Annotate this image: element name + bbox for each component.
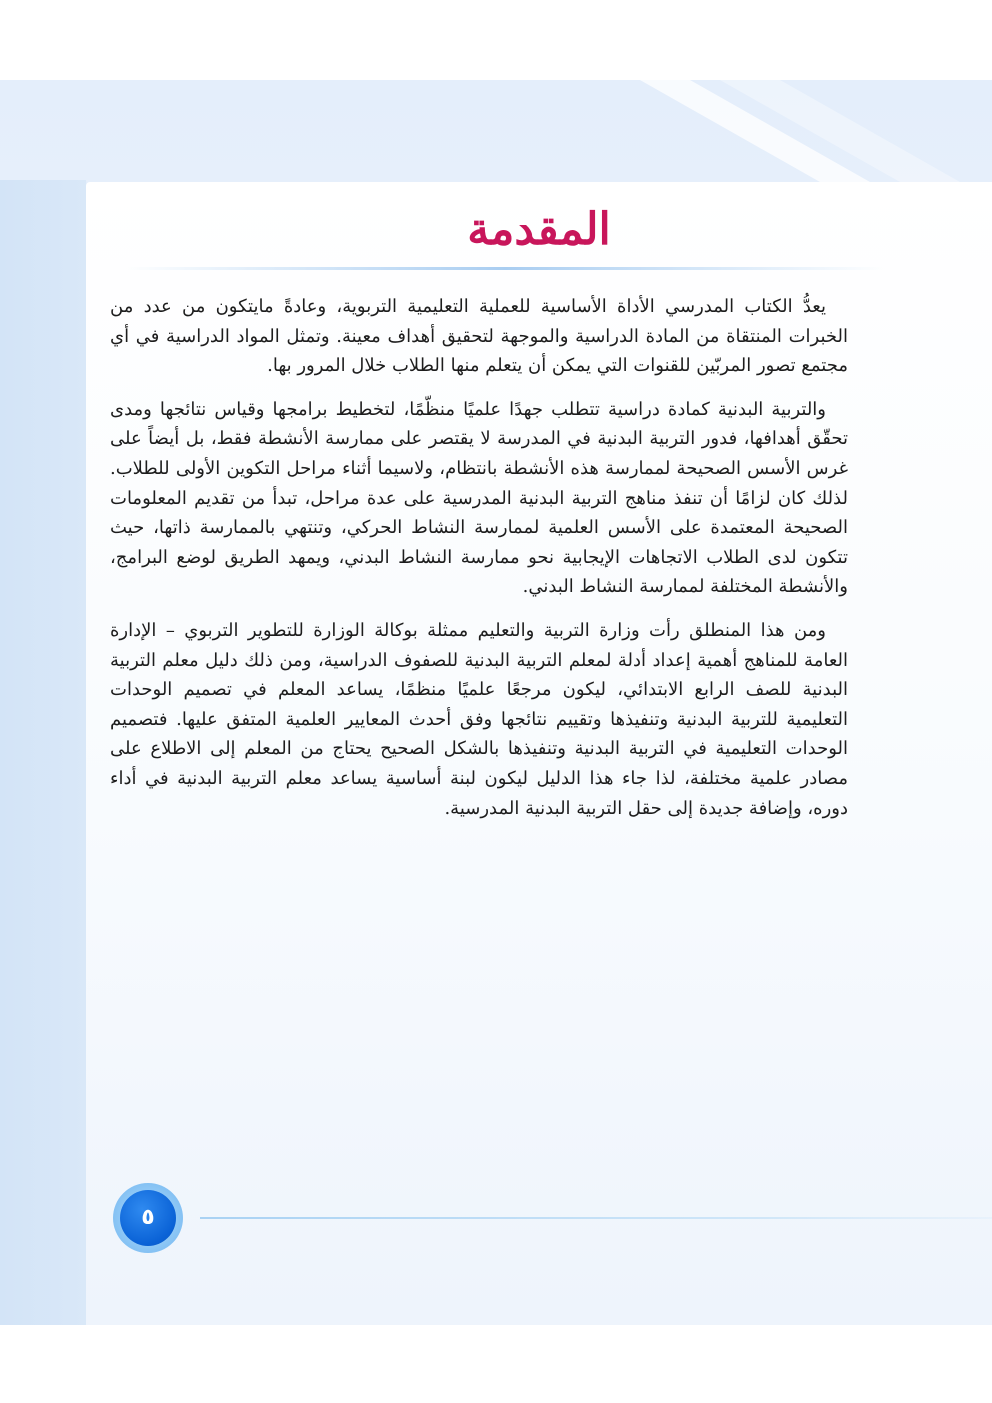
- paragraph: والتربية البدنية كمادة دراسية تتطلب جهدًا علميًا منظّمًا، لتخطيط برامجها وقياس نتائجها ومدى تحقّق أهدافها، فدور التربية البدنية في المدرسة لا يقتصر على ممارسة الأنشطة فقط، بل أيضاً على غرس الأسس الصحيحة لممارسة هذه الأنشطة بانتظام، ولاسيما أثناء مراحل التكوين الأولى للطلاب. لذلك كان لزامًا أن تنفذ مناهج التربية البدنية المدرسية على عدة مراحل، تبدأ من تقديم المعلومات الصحيحة المعتمدة على الأسس العلمية لممارسة النشاط الحركي، وتنتهي بالممارسة ذاتها، حيث تتكون لدى الطلاب الاتجاهات الإيجابية نحو ممارسة النشاط البدني، ويمهد الطريق لوضع البرامج، والأنشطة المختلفة لممارسة النشاط البدني.: [110, 398, 849, 598]
- footer-divider: [200, 1217, 992, 1219]
- paragraph: يعدُّ الكتاب المدرسي الأداة الأساسية للعملية التعليمية التربوية، وعادةً مايتكون من عدد من الخبرات المنتقاة من المادة الدراسية والموجهة لتحقيق أهداف معينة. وتمثل المواد الدراسية في أي مجتمع تصور المربّين للقنوات التي يمكن أن يتعلم منها الطلاب خلال المرور بها.: [110, 296, 848, 377]
- introduction-body: [110, 292, 848, 837]
- page-number-badge: ٥: [120, 1190, 176, 1246]
- title-divider: [125, 267, 885, 270]
- page-title: المقدمة: [467, 204, 611, 255]
- paragraph: ومن هذا المنطلق رأت وزارة التربية والتعليم ممثلة بوكالة الوزارة للتطوير التربوي – الإدارة العامة للمناهج أهمية إعداد أدلة لمعلم التربية البدنية للصفوف الدراسية، ومن ذلك دليل معلم التربية البدنية للصف الرابع الابتدائي، ليكون مرجعًا علميًا منظمًا، يساعد المعلم في تصميم الوحدات التعليمية للتربية البدنية وتنفيذها وتقييم نتائجها وفق أحدث المعايير العلمية المتفق عليها. فتصميم الوحدات التعليمية في التربية البدنية وتنفيذها بالشكل الصحيح يحتاج من المعلم إلى الاطلاع على مصادر علمية مختلفة، لذا جاء هذا الدليل ليكون لبنة أساسية يساعد معلم التربية البدنية في أداء دوره، وإضافة جديدة إلى حقل التربية البدنية المدرسية.: [110, 619, 848, 819]
